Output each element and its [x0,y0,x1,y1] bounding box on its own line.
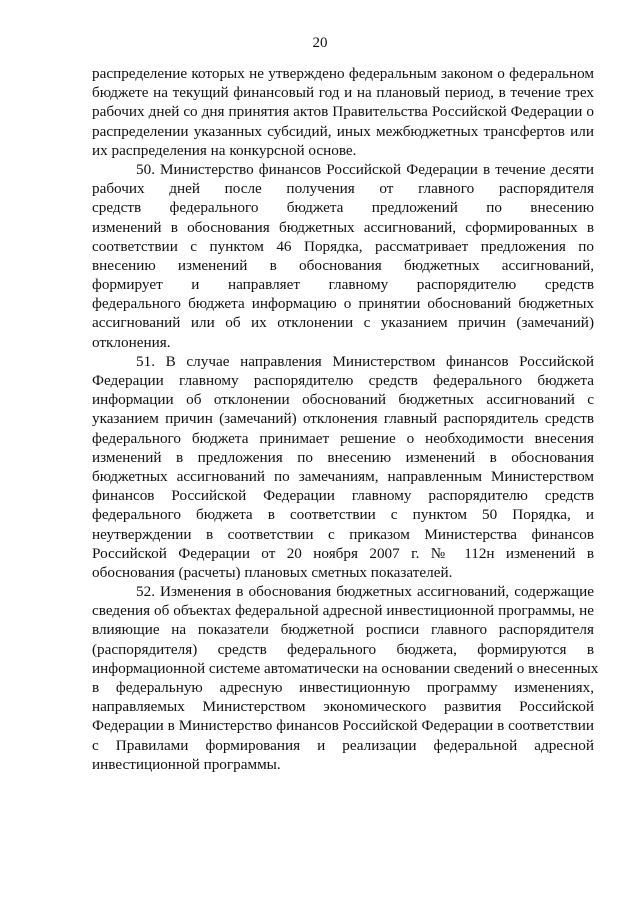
text-line: отклонения. [92,333,171,351]
text-line: средств федерального бюджета предложений по внесению [92,199,594,217]
text-line: изменений в предложения по внесению изменений в обоснования [92,448,594,466]
text-line: информационной системе автоматически на основании сведений о внесенных [92,659,599,677]
text-line: указанием причин (замечаний) отклонения главный распорядитель средств [92,410,594,428]
text-line: бюджете на текущий финансовый год и на плановый период, в течение трех [92,84,594,102]
text-line: Федерации в Министерство финансов Российской Федерации в соответствии [92,717,594,735]
text-line: Российской Федерации от 20 ноября 2007 г. № 112н изменений в [92,544,594,562]
text-line: соответствии с пунктом 46 Порядка, рассматривает предложения по [92,237,594,255]
text-line: с Правилами формирования и реализации федеральной адресной [92,736,594,754]
text-line: изменений в обоснования бюджетных ассигнований, сформированных в [92,218,594,236]
paragraph-51-start: 51. В случае направления Министерством финансов Российской [136,352,594,370]
text-line: бюджетных ассигнований по замечаниям, направленным Министерством [92,467,594,485]
text-line: федерального бюджета принимает решение о необходимости внесения [92,429,594,447]
text-line: (распорядителя) средств федерального бюджета, формируются в [92,640,594,658]
body-text [92,64,599,774]
text-line: федерального бюджета в соответствии с пунктом 50 Порядка, и [92,506,594,524]
text-line: рабочих дней со дня принятия актов Правительства Российской Федерации о [92,103,594,121]
text-line: инвестиционной программы. [92,755,281,773]
text-line: финансов Российской Федерации главному распорядителю средств [92,487,594,505]
text-line: обоснования (расчеты) плановых сметных показателей. [92,563,453,581]
text-line: в федеральную адресную инвестиционную программу изменениях, [92,679,594,696]
text-line: внесению изменений в обоснования бюджетных ассигнований, [92,256,594,274]
text-line: неутверждении в соответствии с приказом Министерства финансов [92,525,594,543]
text-line: Федерации главному распорядителю средств федерального бюджета [92,372,594,389]
text-line: ассигнований или об их отклонении с указанием причин (замечаний) [92,314,594,332]
text-line: формирует и направляет главному распорядителю средств [92,276,594,294]
paragraph-52-start: 52. Изменения в обоснования бюджетных ассигнований, содержащие [136,583,594,601]
text-line: федерального бюджета информацию о принятии обоснований бюджетных [92,295,594,313]
paragraph-50-start: 50. Министерство финансов Российской Федерации в течение десяти [136,160,594,178]
page-number: 20 [312,35,328,51]
text-line: распределении указанных субсидий, иных межбюджетных трансфертов или [92,122,594,140]
text-line: влияющие на показатели бюджетной росписи главного распорядителя [92,621,594,639]
text-line: распределение которых не утверждено федеральным законом о федеральном [92,65,594,82]
text-line: их распределения на конкурсной основе. [92,141,357,159]
text-line: рабочих дней после получения от главного распорядителя [92,180,594,198]
text-line: направляемых Министерством экономического развития Российской [92,698,594,716]
text-line: информации об отклонении обоснований бюджетных ассигнований с [92,391,594,409]
text-line: сведения об объектах федеральной адресной инвестиционной программы, не [92,602,594,620]
